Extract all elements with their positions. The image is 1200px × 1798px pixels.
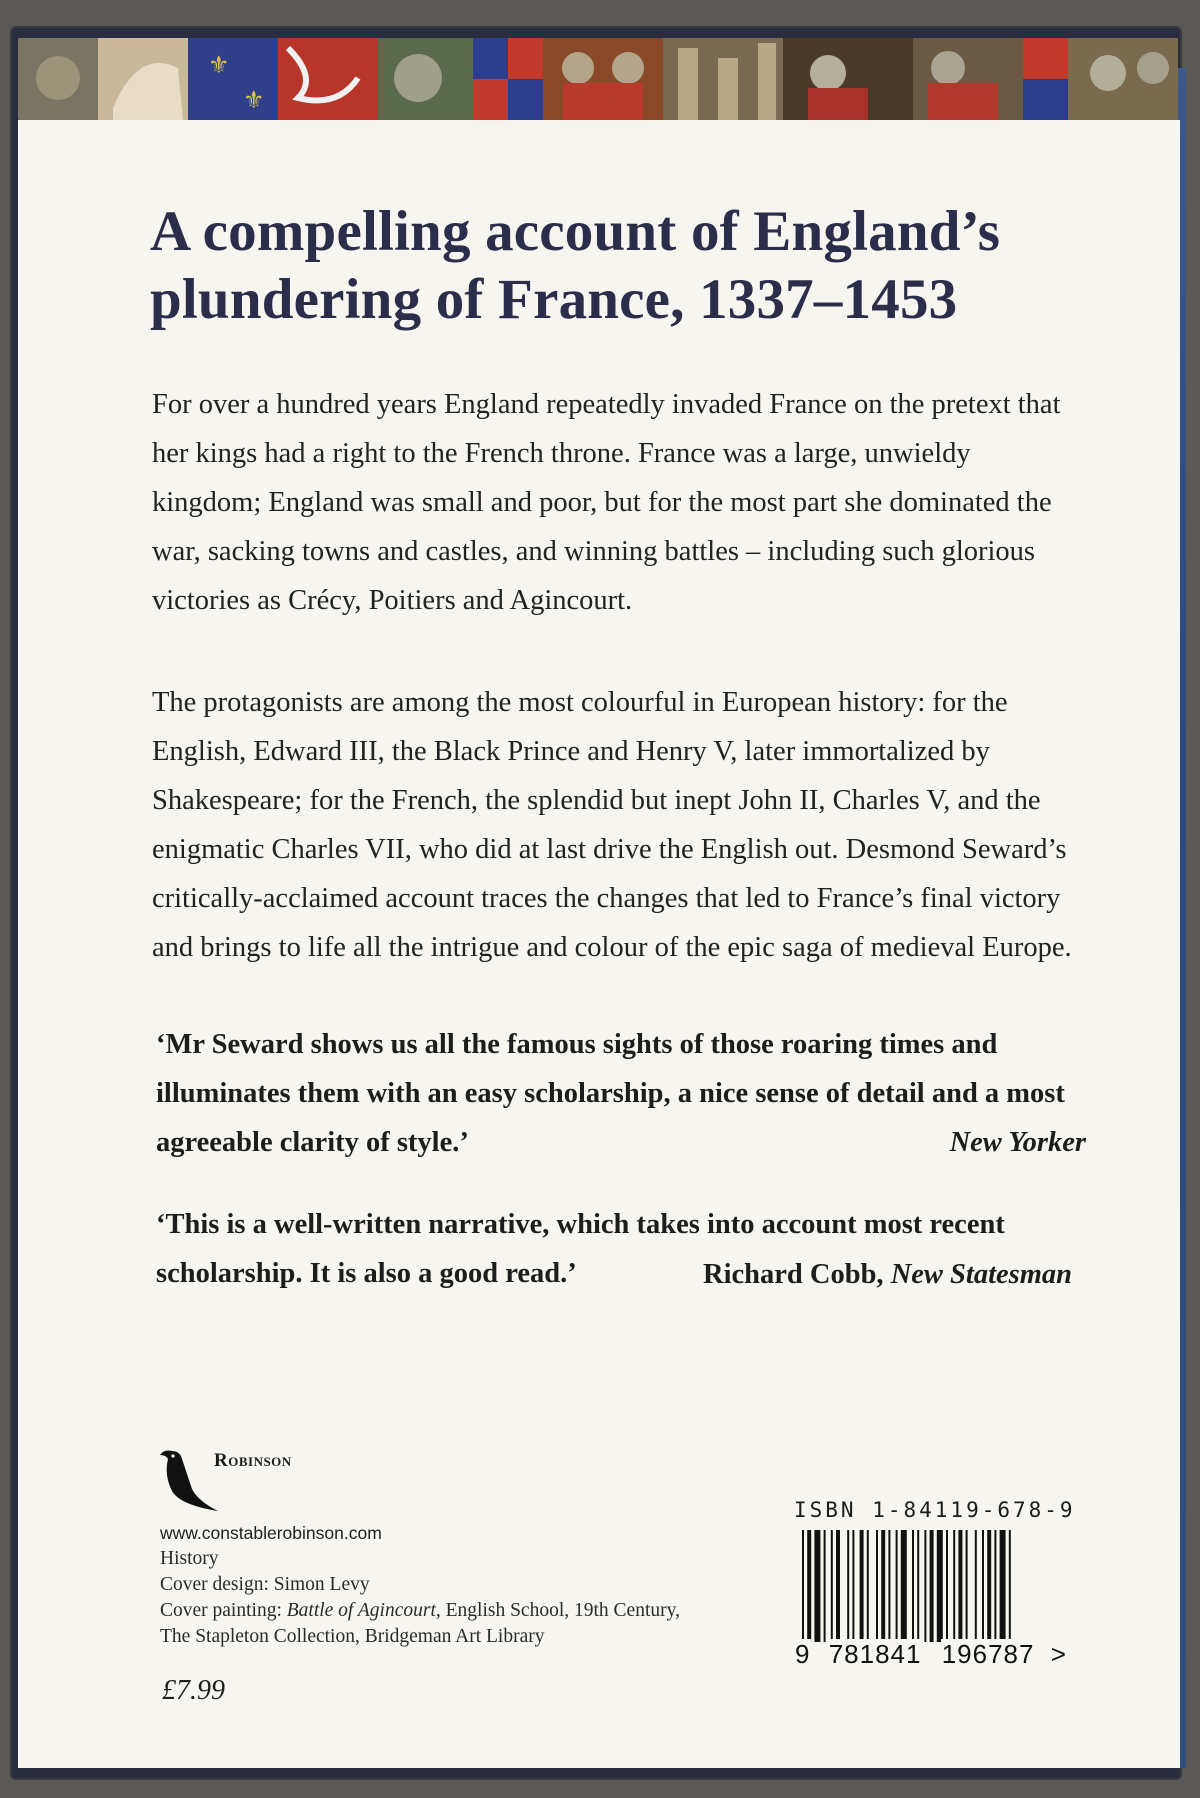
price-label: £7.99 bbox=[162, 1675, 225, 1706]
review-quote-1: ‘Mr Seward shows us all the famous sights of those roaring times and illuminates them with an easy scholarship, a nice sense of detail and a most agreeable clarity of style.’ bbox=[156, 1029, 1065, 1158]
medieval-artwork-banner bbox=[18, 38, 1178, 120]
headline bbox=[150, 198, 1050, 334]
barcode-end-mark: > bbox=[1050, 1639, 1067, 1669]
cover-page bbox=[18, 120, 1180, 1768]
barcode-group-2: 196787 bbox=[941, 1639, 1035, 1669]
bird-icon bbox=[158, 1445, 220, 1518]
cover-painting-prefix: Cover painting: bbox=[160, 1600, 287, 1621]
review-source-1-publication: New Yorker bbox=[949, 1127, 1086, 1158]
review-source-2-name: Richard Cobb, bbox=[703, 1259, 884, 1290]
blurb-paragraph-1: For over a hundred years England repeatedly invaded France on the pretext that her kings had a right to the French throne. France was a large, unwieldy kingdom; England was small and poor, but for the most part she dominated the war, sacking towns and castles, and winning battles – including such glorious victories as Crécy, Poitiers and Agincourt. bbox=[152, 389, 1061, 616]
publisher-name: Robinson bbox=[214, 1450, 292, 1471]
review-source-2 bbox=[703, 1250, 1072, 1299]
review-quote-2: ‘This is a well-written narrative, which takes into account most recent scholarship. It is also a good read.’ bbox=[156, 1209, 1005, 1289]
barcode bbox=[798, 1530, 1088, 1655]
collection-credit: The Stapleton Collection, Bridgeman Art Library bbox=[160, 1626, 545, 1647]
cover-painting-suffix: , English School, 19th Century, bbox=[435, 1600, 680, 1621]
barcode-lead-digit: 9 bbox=[795, 1639, 811, 1669]
svg-text:⚜: ⚜ bbox=[243, 88, 265, 114]
cover-painting-title: Battle of Agincourt bbox=[286, 1600, 436, 1621]
blurb-paragraph-2: The protagonists are among the most colourful in European history: for the English, Edward III, the Black Prince and Henry V, later immortalized by Shakespeare; for the French, the splendid but inept John II, Charles V, and the enigmatic Charles VII, who did at last drive the English out. Desmond Seward’s critically-acclaimed account traces the changes that led to France’s final victory and brings to life all the intrigue and colour of the epic saga of medieval Europe. bbox=[152, 687, 1072, 963]
headline-line-2: plundering of France, 1337–1453 bbox=[150, 268, 958, 331]
category-label: History bbox=[160, 1548, 219, 1569]
svg-text:⚜: ⚜ bbox=[208, 53, 230, 79]
barcode-digits bbox=[794, 1639, 1068, 1670]
review-source-1 bbox=[950, 1118, 1086, 1167]
headline-line-1: A compelling account of England’s bbox=[150, 200, 1001, 263]
review-source-2-publication: New Statesman bbox=[890, 1259, 1072, 1290]
cover-design-credit: Cover design: Simon Levy bbox=[160, 1574, 370, 1595]
publisher-url: www.constablerobinson.com bbox=[160, 1523, 382, 1543]
isbn-label: ISBN 1-84119-678-9 bbox=[794, 1498, 1076, 1522]
barcode-group-1: 781841 bbox=[828, 1639, 922, 1669]
cover-painting-credit bbox=[160, 1598, 720, 1624]
book-back-cover bbox=[12, 28, 1180, 1778]
credits-block bbox=[160, 1520, 720, 1650]
